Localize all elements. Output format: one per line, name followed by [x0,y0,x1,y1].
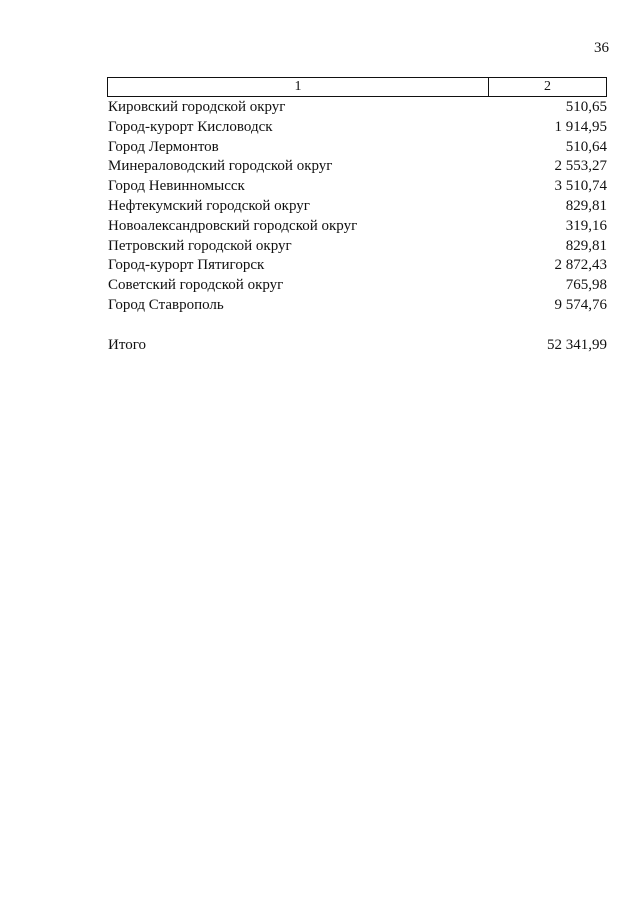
row-name: Кировский городской округ [108,99,286,115]
row-value: 829,81 [565,237,607,254]
row-value: 829,81 [565,197,607,214]
row-value: 1 914,95 [554,118,607,135]
table-row [107,237,607,257]
row-value: 319,16 [565,217,607,234]
row-value: 2 872,43 [554,257,607,274]
allocation-table [107,77,607,355]
table-row [107,276,607,296]
header-column-1: 1 [108,78,489,96]
table-row [107,118,607,138]
row-name: Город Лермонтов [108,138,219,155]
row-name: Нефтекумский городской округ [108,197,310,214]
row-name: Новоалександровский городской округ [108,217,358,234]
row-value: 510,65 [565,99,607,115]
header-column-2: 2 [544,79,551,94]
total-value: 52 341,99 [547,336,607,353]
total-row [107,335,607,355]
row-name: Город Ставрополь [108,296,224,313]
row-name: Город Невинномысск [108,178,245,195]
row-value: 765,98 [565,277,607,294]
table-header-row [107,77,607,97]
table-row [107,296,607,316]
total-label: Итого [108,336,146,353]
table-row [107,217,607,237]
table-row [107,157,607,177]
row-value: 2 553,27 [554,158,607,175]
row-name: Город-курорт Пятигорск [108,257,265,274]
row-value: 3 510,74 [554,178,607,195]
table-row [107,256,607,276]
table-row [107,98,607,118]
table-row [107,138,607,158]
row-name: Город-курорт Кисловодск [108,118,273,135]
row-value: 9 574,76 [554,296,607,313]
table-row [107,177,607,197]
page-number: 36 [594,40,609,56]
table-row [107,197,607,217]
table-body [107,98,607,316]
row-name: Советский городской округ [108,277,284,294]
row-name: Минераловодский городской округ [108,158,333,175]
row-value: 510,64 [565,138,607,155]
row-name: Петровский городской округ [108,237,292,254]
